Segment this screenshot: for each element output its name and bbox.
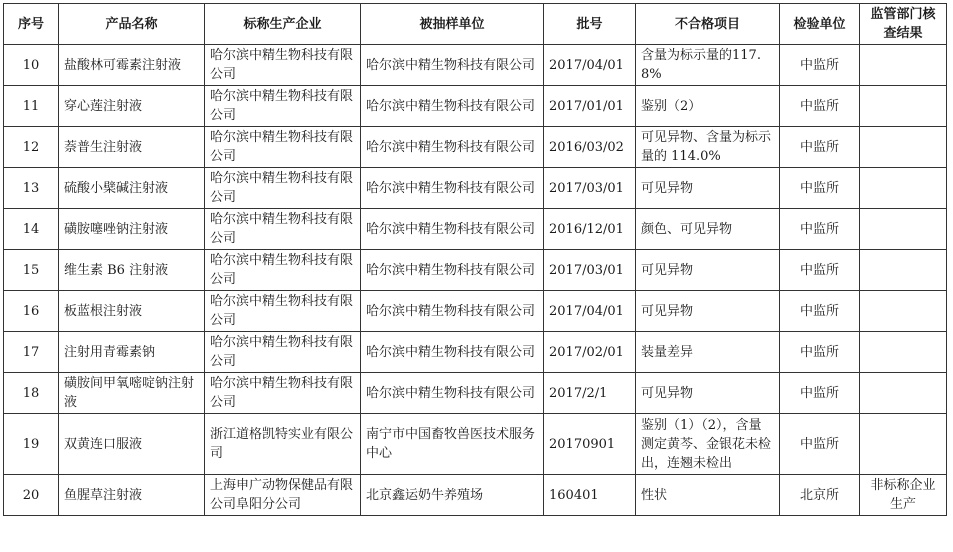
cell-batch: 2017/04/01 <box>544 45 636 86</box>
cell-batch: 2017/03/01 <box>544 168 636 209</box>
cell-manufacturer: 哈尔滨中精生物科技有限公司 <box>205 168 361 209</box>
cell-lab: 北京所 <box>780 475 860 516</box>
cell-lab: 中监所 <box>780 86 860 127</box>
cell-batch: 2016/03/02 <box>544 127 636 168</box>
table-row <box>4 475 947 516</box>
cell-failed-item: 可见异物、含量为标示量的 114.0% <box>636 127 780 168</box>
cell-failed-item: 可见异物 <box>636 373 780 414</box>
cell-result <box>860 86 947 127</box>
cell-sampled-unit: 哈尔滨中精生物科技有限公司 <box>361 127 544 168</box>
cell-failed-item: 鉴别（1）（2），含量测定黄芩、金银花未检出，连翘未检出 <box>636 414 780 475</box>
cell-no: 18 <box>4 373 59 414</box>
table-row <box>4 250 947 291</box>
cell-sampled-unit: 哈尔滨中精生物科技有限公司 <box>361 373 544 414</box>
cell-lab: 中监所 <box>780 168 860 209</box>
table-row <box>4 332 947 373</box>
cell-product: 盐酸林可霉素注射液 <box>59 45 205 86</box>
cell-result <box>860 127 947 168</box>
cell-product: 板蓝根注射液 <box>59 291 205 332</box>
table-row <box>4 414 947 475</box>
cell-manufacturer: 上海申广动物保健品有限公司阜阳分公司 <box>205 475 361 516</box>
cell-manufacturer: 哈尔滨中精生物科技有限公司 <box>205 332 361 373</box>
cell-lab: 中监所 <box>780 127 860 168</box>
col-header-product: 产品名称 <box>59 4 205 45</box>
cell-sampled-unit: 哈尔滨中精生物科技有限公司 <box>361 45 544 86</box>
col-header-lab: 检验单位 <box>780 4 860 45</box>
cell-product: 磺胺噻唑钠注射液 <box>59 209 205 250</box>
col-header-batch: 批号 <box>544 4 636 45</box>
cell-failed-item: 性状 <box>636 475 780 516</box>
table-header <box>4 4 947 45</box>
col-header-sampled-unit: 被抽样单位 <box>361 4 544 45</box>
cell-no: 13 <box>4 168 59 209</box>
cell-manufacturer: 哈尔滨中精生物科技有限公司 <box>205 127 361 168</box>
cell-sampled-unit: 哈尔滨中精生物科技有限公司 <box>361 291 544 332</box>
cell-product: 萘普生注射液 <box>59 127 205 168</box>
cell-lab: 中监所 <box>780 291 860 332</box>
table-body <box>4 45 947 516</box>
cell-result: 非标称企业生产 <box>860 475 947 516</box>
cell-manufacturer: 哈尔滨中精生物科技有限公司 <box>205 250 361 291</box>
table-row <box>4 127 947 168</box>
cell-batch: 2016/12/01 <box>544 209 636 250</box>
cell-lab: 中监所 <box>780 414 860 475</box>
cell-product: 穿心莲注射液 <box>59 86 205 127</box>
cell-no: 17 <box>4 332 59 373</box>
cell-lab: 中监所 <box>780 250 860 291</box>
cell-product: 注射用青霉素钠 <box>59 332 205 373</box>
cell-sampled-unit: 哈尔滨中精生物科技有限公司 <box>361 332 544 373</box>
header-row <box>4 4 947 45</box>
cell-sampled-unit: 哈尔滨中精生物科技有限公司 <box>361 209 544 250</box>
cell-lab: 中监所 <box>780 209 860 250</box>
cell-result <box>860 250 947 291</box>
cell-no: 12 <box>4 127 59 168</box>
table-row <box>4 168 947 209</box>
cell-no: 19 <box>4 414 59 475</box>
cell-result <box>860 373 947 414</box>
cell-product: 磺胺间甲氧嘧啶钠注射液 <box>59 373 205 414</box>
table-row <box>4 209 947 250</box>
cell-failed-item: 鉴别（2） <box>636 86 780 127</box>
cell-product: 鱼腥草注射液 <box>59 475 205 516</box>
cell-failed-item: 装量差异 <box>636 332 780 373</box>
cell-product: 维生素 B6 注射液 <box>59 250 205 291</box>
cell-manufacturer: 哈尔滨中精生物科技有限公司 <box>205 291 361 332</box>
cell-failed-item: 可见异物 <box>636 250 780 291</box>
cell-failed-item: 颜色、可见异物 <box>636 209 780 250</box>
cell-no: 14 <box>4 209 59 250</box>
cell-manufacturer: 哈尔滨中精生物科技有限公司 <box>205 86 361 127</box>
table-row <box>4 373 947 414</box>
cell-result <box>860 291 947 332</box>
table-row <box>4 86 947 127</box>
cell-no: 11 <box>4 86 59 127</box>
cell-manufacturer: 哈尔滨中精生物科技有限公司 <box>205 45 361 86</box>
cell-failed-item: 可见异物 <box>636 291 780 332</box>
cell-sampled-unit: 哈尔滨中精生物科技有限公司 <box>361 168 544 209</box>
cell-manufacturer: 哈尔滨中精生物科技有限公司 <box>205 373 361 414</box>
cell-no: 20 <box>4 475 59 516</box>
cell-no: 16 <box>4 291 59 332</box>
table-row <box>4 45 947 86</box>
cell-product: 硫酸小檗碱注射液 <box>59 168 205 209</box>
cell-sampled-unit: 哈尔滨中精生物科技有限公司 <box>361 86 544 127</box>
cell-batch: 2017/02/01 <box>544 332 636 373</box>
cell-batch: 2017/01/01 <box>544 86 636 127</box>
cell-sampled-unit: 南宁市中国畜牧兽医技术服务中心 <box>361 414 544 475</box>
cell-result <box>860 332 947 373</box>
cell-lab: 中监所 <box>780 45 860 86</box>
table-row <box>4 291 947 332</box>
cell-failed-item: 含量为标示量的117.8% <box>636 45 780 86</box>
cell-batch: 2017/2/1 <box>544 373 636 414</box>
cell-result <box>860 168 947 209</box>
inspection-results-table <box>3 3 947 516</box>
cell-batch: 20170901 <box>544 414 636 475</box>
cell-sampled-unit: 哈尔滨中精生物科技有限公司 <box>361 250 544 291</box>
cell-batch: 160401 <box>544 475 636 516</box>
col-header-result: 监管部门核查结果 <box>860 4 947 45</box>
cell-batch: 2017/04/01 <box>544 291 636 332</box>
cell-manufacturer: 哈尔滨中精生物科技有限公司 <box>205 209 361 250</box>
cell-no: 15 <box>4 250 59 291</box>
cell-sampled-unit: 北京鑫运奶牛养殖场 <box>361 475 544 516</box>
cell-result <box>860 45 947 86</box>
cell-lab: 中监所 <box>780 332 860 373</box>
cell-lab: 中监所 <box>780 373 860 414</box>
cell-manufacturer: 浙江道格凯特实业有限公司 <box>205 414 361 475</box>
col-header-manufacturer: 标称生产企业 <box>205 4 361 45</box>
cell-no: 10 <box>4 45 59 86</box>
col-header-no: 序号 <box>4 4 59 45</box>
cell-batch: 2017/03/01 <box>544 250 636 291</box>
cell-result <box>860 209 947 250</box>
col-header-failed-item: 不合格项目 <box>636 4 780 45</box>
cell-result <box>860 414 947 475</box>
cell-product: 双黄连口服液 <box>59 414 205 475</box>
cell-failed-item: 可见异物 <box>636 168 780 209</box>
